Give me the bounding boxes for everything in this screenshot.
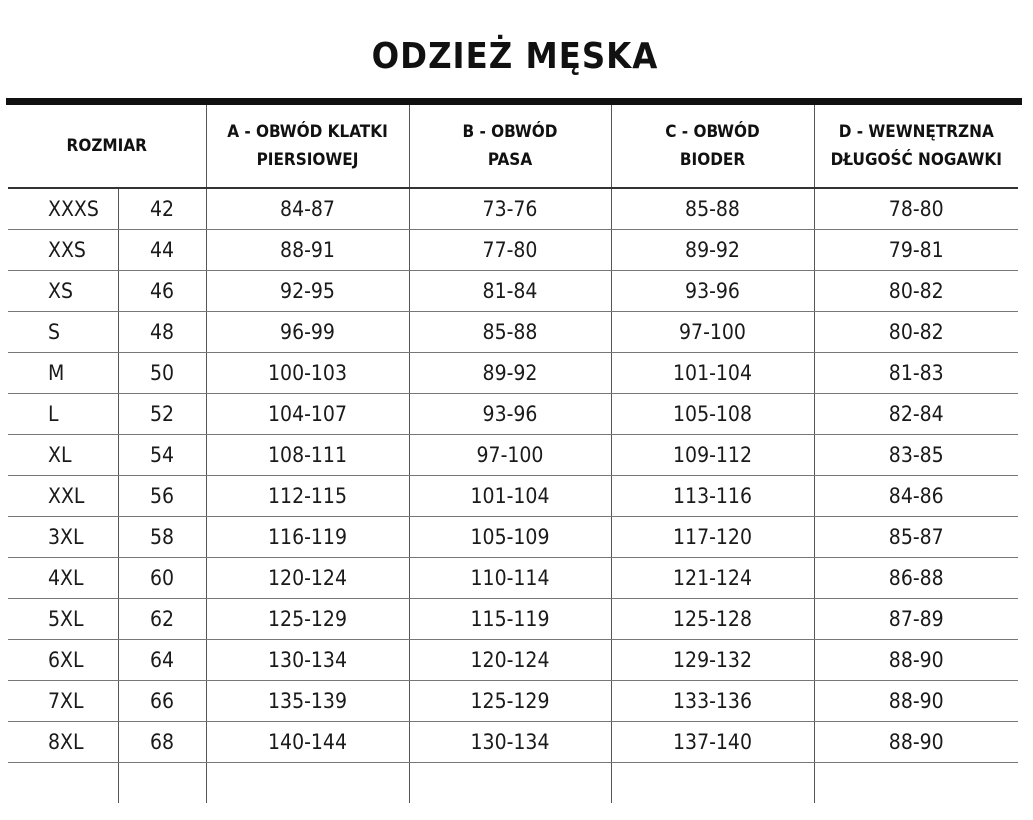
hips-range: 85-88 bbox=[611, 188, 814, 230]
header-row bbox=[8, 105, 1018, 188]
waist-range: 120-124 bbox=[409, 640, 611, 681]
hips-range: 113-116 bbox=[611, 476, 814, 517]
eu-size: 48 bbox=[118, 312, 206, 353]
eu-size: 68 bbox=[118, 722, 206, 763]
size-label: 3XL bbox=[8, 517, 118, 558]
size-label: 5XL bbox=[8, 599, 118, 640]
chest-range: 104-107 bbox=[206, 394, 409, 435]
table-row bbox=[8, 558, 1018, 599]
size-label: S bbox=[8, 312, 118, 353]
page-title: ODZIEŻ MĘSKA bbox=[371, 36, 659, 77]
table-body bbox=[8, 188, 1018, 803]
inseam-range: 88-90 bbox=[814, 722, 1018, 763]
size-label: 8XL bbox=[8, 722, 118, 763]
empty-cell bbox=[611, 763, 814, 804]
chest-range: 108-111 bbox=[206, 435, 409, 476]
table-row bbox=[8, 230, 1018, 271]
header-chest-line2: PIERSIOWEJ bbox=[256, 150, 359, 170]
inseam-range: 87-89 bbox=[814, 599, 1018, 640]
header-hips-line1: C - OBWÓD bbox=[665, 122, 760, 142]
empty-row bbox=[8, 763, 1018, 804]
hips-range: 137-140 bbox=[611, 722, 814, 763]
chest-range: 96-99 bbox=[206, 312, 409, 353]
hips-range: 89-92 bbox=[611, 230, 814, 271]
hips-range: 101-104 bbox=[611, 353, 814, 394]
size-label: M bbox=[8, 353, 118, 394]
header-chest-line1: A - OBWÓD KLATKI bbox=[227, 122, 388, 142]
inseam-range: 88-90 bbox=[814, 681, 1018, 722]
eu-size: 50 bbox=[118, 353, 206, 394]
chest-range: 116-119 bbox=[206, 517, 409, 558]
size-label: XL bbox=[8, 435, 118, 476]
table-row bbox=[8, 312, 1018, 353]
size-label: 4XL bbox=[8, 558, 118, 599]
inseam-range: 82-84 bbox=[814, 394, 1018, 435]
empty-cell bbox=[206, 763, 409, 804]
size-label: XXXS bbox=[8, 188, 118, 230]
inseam-range: 84-86 bbox=[814, 476, 1018, 517]
hips-range: 125-128 bbox=[611, 599, 814, 640]
hips-range: 133-136 bbox=[611, 681, 814, 722]
inseam-range: 80-82 bbox=[814, 271, 1018, 312]
table-row bbox=[8, 188, 1018, 230]
header-waist-line2: PASA bbox=[487, 150, 533, 170]
eu-size: 46 bbox=[118, 271, 206, 312]
waist-range: 110-114 bbox=[409, 558, 611, 599]
inseam-range: 79-81 bbox=[814, 230, 1018, 271]
header-inseam-line2: DŁUGOŚĆ NOGAWKI bbox=[830, 150, 1002, 170]
table-row bbox=[8, 435, 1018, 476]
eu-size: 58 bbox=[118, 517, 206, 558]
table-row bbox=[8, 517, 1018, 558]
hips-range: 109-112 bbox=[611, 435, 814, 476]
inseam-range: 85-87 bbox=[814, 517, 1018, 558]
size-label: 6XL bbox=[8, 640, 118, 681]
empty-cell bbox=[8, 763, 118, 804]
hips-range: 117-120 bbox=[611, 517, 814, 558]
waist-range: 101-104 bbox=[409, 476, 611, 517]
size-chart-table bbox=[8, 105, 1018, 803]
header-hips bbox=[611, 105, 814, 188]
waist-range: 130-134 bbox=[409, 722, 611, 763]
waist-range: 89-92 bbox=[409, 353, 611, 394]
empty-cell bbox=[814, 763, 1018, 804]
inseam-range: 88-90 bbox=[814, 640, 1018, 681]
eu-size: 60 bbox=[118, 558, 206, 599]
header-waist-line1: B - OBWÓD bbox=[462, 122, 558, 142]
size-label: L bbox=[8, 394, 118, 435]
empty-cell bbox=[409, 763, 611, 804]
eu-size: 56 bbox=[118, 476, 206, 517]
chest-range: 112-115 bbox=[206, 476, 409, 517]
table-row bbox=[8, 394, 1018, 435]
size-label: XS bbox=[8, 271, 118, 312]
hips-range: 121-124 bbox=[611, 558, 814, 599]
waist-range: 105-109 bbox=[409, 517, 611, 558]
table-row bbox=[8, 722, 1018, 763]
hips-range: 97-100 bbox=[611, 312, 814, 353]
size-label: XXS bbox=[8, 230, 118, 271]
eu-size: 66 bbox=[118, 681, 206, 722]
chest-range: 92-95 bbox=[206, 271, 409, 312]
inseam-range: 80-82 bbox=[814, 312, 1018, 353]
size-label: XXL bbox=[8, 476, 118, 517]
table-row bbox=[8, 353, 1018, 394]
waist-range: 125-129 bbox=[409, 681, 611, 722]
waist-range: 85-88 bbox=[409, 312, 611, 353]
inseam-range: 86-88 bbox=[814, 558, 1018, 599]
table-row bbox=[8, 681, 1018, 722]
table-row bbox=[8, 476, 1018, 517]
chest-range: 130-134 bbox=[206, 640, 409, 681]
waist-range: 81-84 bbox=[409, 271, 611, 312]
eu-size: 44 bbox=[118, 230, 206, 271]
eu-size: 62 bbox=[118, 599, 206, 640]
eu-size: 54 bbox=[118, 435, 206, 476]
table-row bbox=[8, 599, 1018, 640]
empty-cell bbox=[118, 763, 206, 804]
inseam-range: 78-80 bbox=[814, 188, 1018, 230]
header-inseam bbox=[814, 105, 1018, 188]
chest-range: 125-129 bbox=[206, 599, 409, 640]
inseam-range: 81-83 bbox=[814, 353, 1018, 394]
header-hips-line2: BIODER bbox=[679, 150, 746, 170]
eu-size: 52 bbox=[118, 394, 206, 435]
table-row bbox=[8, 271, 1018, 312]
header-inseam-line1: D - WEWNĘTRZNA bbox=[838, 122, 994, 142]
chest-range: 100-103 bbox=[206, 353, 409, 394]
size-label: 7XL bbox=[8, 681, 118, 722]
chest-range: 135-139 bbox=[206, 681, 409, 722]
title-divider bbox=[6, 98, 1022, 105]
waist-range: 115-119 bbox=[409, 599, 611, 640]
hips-range: 105-108 bbox=[611, 394, 814, 435]
inseam-range: 83-85 bbox=[814, 435, 1018, 476]
header-size: ROZMIAR bbox=[8, 105, 206, 188]
eu-size: 42 bbox=[118, 188, 206, 230]
eu-size: 64 bbox=[118, 640, 206, 681]
waist-range: 77-80 bbox=[409, 230, 611, 271]
header-waist bbox=[409, 105, 611, 188]
waist-range: 97-100 bbox=[409, 435, 611, 476]
chest-range: 140-144 bbox=[206, 722, 409, 763]
chest-range: 120-124 bbox=[206, 558, 409, 599]
waist-range: 93-96 bbox=[409, 394, 611, 435]
waist-range: 73-76 bbox=[409, 188, 611, 230]
header-chest bbox=[206, 105, 409, 188]
hips-range: 129-132 bbox=[611, 640, 814, 681]
table-row bbox=[8, 640, 1018, 681]
chest-range: 88-91 bbox=[206, 230, 409, 271]
chest-range: 84-87 bbox=[206, 188, 409, 230]
hips-range: 93-96 bbox=[611, 271, 814, 312]
